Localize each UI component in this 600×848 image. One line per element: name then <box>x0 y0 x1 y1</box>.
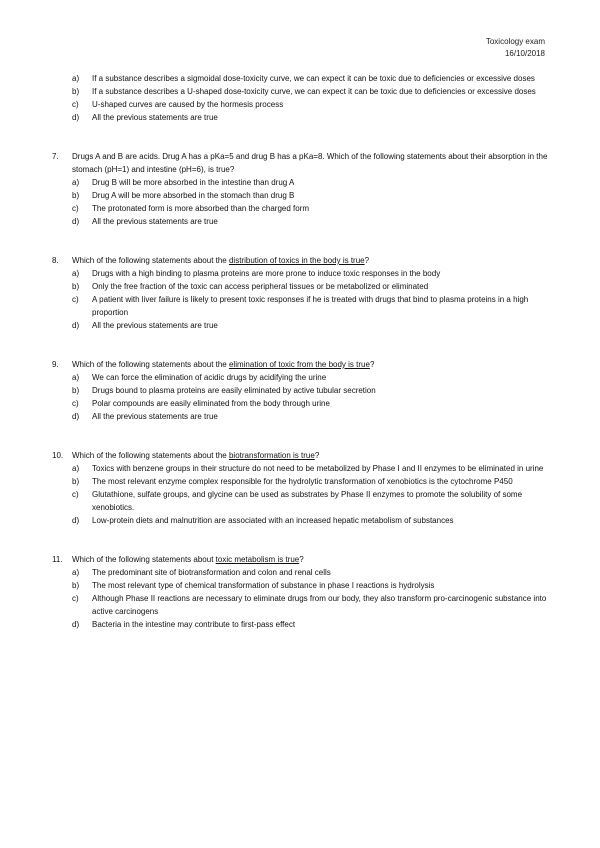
option-10c[interactable] <box>52 488 550 514</box>
option-text: Drugs bound to plasma proteins are easily eliminated by active tubular secretion <box>92 386 376 395</box>
question-9 <box>52 358 550 423</box>
option-letter: b) <box>72 581 80 590</box>
question-10 <box>52 449 550 527</box>
option-text: U-shaped curves are caused by the hormesis process <box>92 100 284 109</box>
question-number: 9. <box>52 360 59 369</box>
option-9d[interactable] <box>52 410 550 423</box>
option-letter: a) <box>72 269 80 278</box>
question-number: 8. <box>52 256 59 265</box>
option-text: Glutathione, sulfate groups, and glycine can be used as substrates by Phase II enzymes to promote the solubility of some xenobiotics. <box>92 490 523 512</box>
option-text: A patient with liver failure is likely to present toxic responses if he is treated with drugs that bind to plasma proteins in a high proportion <box>92 295 529 317</box>
question-mark: ? <box>299 555 304 564</box>
option-9a[interactable] <box>52 371 550 384</box>
option-10d[interactable] <box>52 514 550 527</box>
question-number: 11. <box>52 555 63 564</box>
option-letter: d) <box>72 412 80 421</box>
option-letter: a) <box>72 568 80 577</box>
option-6b[interactable] <box>52 85 550 98</box>
question-mark: ? <box>314 451 320 460</box>
exam-title: Toxicology exam <box>485 37 545 46</box>
option-letter: a) <box>72 74 80 83</box>
option-text: If a substance describes a sigmoidal dose-toxicity curve, we can expect it can be toxic due to deficiencies or excessive doses <box>92 74 535 83</box>
option-letter: a) <box>72 373 80 382</box>
option-letter: c) <box>72 490 79 499</box>
option-letter: c) <box>72 594 79 603</box>
option-letter: b) <box>72 191 80 200</box>
option-11d[interactable] <box>52 618 550 631</box>
option-letter: a) <box>72 178 80 187</box>
question-11 <box>52 553 550 631</box>
question-mark: ? <box>364 256 370 265</box>
option-text: If a substance describes a U-shaped dose-toxicity curve, we can expect it can be toxic due to deficiencies or excessive doses <box>92 87 536 96</box>
question-9-stem <box>52 358 550 371</box>
option-8b[interactable] <box>52 280 550 293</box>
question-text: Which of the following statements about the <box>72 451 229 460</box>
option-text: Although Phase II reactions are necessary to eliminate drugs from our body, they also transform pro-carcinogenic substance into active carcinogens <box>92 594 547 616</box>
option-9b[interactable] <box>52 384 550 397</box>
option-letter: b) <box>72 282 80 291</box>
option-text: All the previous statements are true <box>92 217 218 226</box>
option-letter: b) <box>72 477 80 486</box>
question-topic: biotransformation is true <box>228 451 315 460</box>
option-text: Low-protein diets and malnutrition are associated with an increased hepatic metabolism of substances <box>92 516 454 525</box>
option-text: The most relevant enzyme complex responsible for the hydrolytic transformation of xenobiotics is the cytochrome P450 <box>92 477 513 486</box>
question-10-stem <box>52 449 550 462</box>
question-7 <box>52 150 550 228</box>
question-number: 10. <box>52 451 64 460</box>
option-text: The protonated form is more absorbed than the charged form <box>92 204 310 213</box>
spacer <box>52 124 550 150</box>
option-7a[interactable] <box>52 176 550 189</box>
option-letter: c) <box>72 295 79 304</box>
option-8d[interactable] <box>52 319 550 332</box>
option-text: All the previous statements are true <box>92 321 218 330</box>
option-text: Polar compounds are easily eliminated from the body through urine <box>92 399 330 408</box>
exam-content <box>52 72 550 631</box>
option-7b[interactable] <box>52 189 550 202</box>
question-text: Which of the following statements about the <box>72 256 229 265</box>
question-number: 7. <box>52 152 59 161</box>
option-letter: d) <box>72 113 80 122</box>
option-letter: d) <box>72 321 80 330</box>
option-7d[interactable] <box>52 215 550 228</box>
question-8-stem <box>52 254 550 267</box>
question-text: Which of the following statements about the <box>72 360 229 369</box>
option-letter: c) <box>72 100 79 109</box>
option-letter: d) <box>72 620 80 629</box>
option-text: Drugs with a high binding to plasma proteins are more prone to induce toxic responses in the body <box>92 269 441 278</box>
option-11b[interactable] <box>52 579 550 592</box>
question-mark: ? <box>369 360 375 369</box>
question-11-stem <box>52 553 550 566</box>
option-9c[interactable] <box>52 397 550 410</box>
option-letter: b) <box>72 386 80 395</box>
option-6c[interactable] <box>52 98 550 111</box>
option-text: Drug B will be more absorbed in the intestine than drug A <box>92 178 295 187</box>
option-letter: b) <box>72 87 80 96</box>
page-header <box>486 36 545 60</box>
option-7c[interactable] <box>52 202 550 215</box>
option-11c[interactable] <box>52 592 550 618</box>
option-6d[interactable] <box>52 111 550 124</box>
spacer <box>52 228 550 254</box>
question-7-stem <box>52 150 550 176</box>
spacer <box>52 527 550 553</box>
option-letter: d) <box>72 217 80 226</box>
option-6a[interactable] <box>52 72 550 85</box>
option-10b[interactable] <box>52 475 550 488</box>
option-text: The predominant site of biotransformation and colon and renal cells <box>92 568 331 577</box>
option-text: Only the free fraction of the toxic can access peripheral tissues or be metabolized or eliminated <box>92 282 429 291</box>
option-text: All the previous statements are true <box>92 412 218 421</box>
question-topic: elimination of toxic from the body is true <box>228 360 370 369</box>
option-10a[interactable] <box>52 462 550 475</box>
option-8a[interactable] <box>52 267 550 280</box>
option-text: The most relevant type of chemical transformation of substance in phase I reactions is hydrolysis <box>92 581 435 590</box>
option-8c[interactable] <box>52 293 550 319</box>
question-text: Drugs A and B are acids. Drug A has a pKa=5 and drug B has a pKa=8. Which of the following statements about their absorption in the stomach (pH=1) and intestine (pH=6), is true? <box>72 152 548 174</box>
option-text: We can force the elimination of acidic drugs by acidifying the urine <box>92 373 327 382</box>
option-text: Bacteria in the intestine may contribute to first-pass effect <box>92 620 296 629</box>
option-11a[interactable] <box>52 566 550 579</box>
option-text: Drug A will be more absorbed in the stomach than drug B <box>92 191 295 200</box>
option-text: Toxics with benzene groups in their structure do not need to be metabolized by Phase I and II enzymes to be eliminated in urine <box>92 464 544 473</box>
spacer <box>52 332 550 358</box>
question-topic: toxic metabolism is true <box>215 555 300 564</box>
option-text: All the previous statements are true <box>92 113 218 122</box>
exam-date: 16/10/2018 <box>504 49 545 58</box>
question-8 <box>52 254 550 332</box>
option-letter: d) <box>72 516 80 525</box>
spacer <box>52 423 550 449</box>
option-letter: c) <box>72 204 79 213</box>
question-6-options <box>52 72 550 124</box>
option-letter: c) <box>72 399 79 408</box>
option-letter: a) <box>72 464 80 473</box>
question-topic: distribution of toxics in the body is true <box>228 256 365 265</box>
question-text: Which of the following statements about <box>72 555 216 564</box>
